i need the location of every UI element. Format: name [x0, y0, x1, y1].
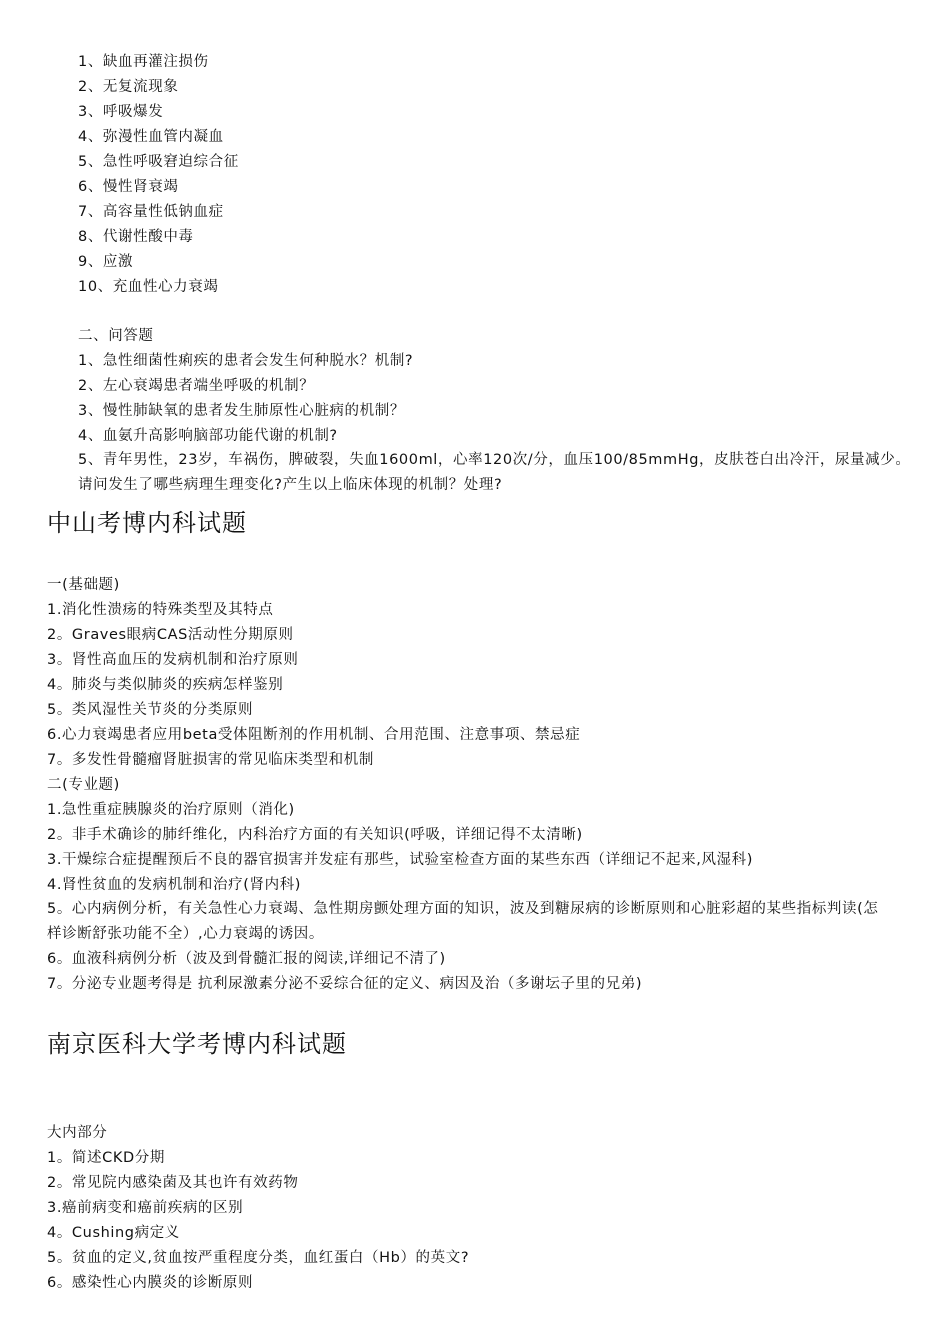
nanjing-item: 6。感染性心内膜炎的诊断原则 — [47, 1275, 254, 1291]
nanjing-item: 1。简述CKD分期 — [47, 1150, 165, 1166]
pro-label: 二(专业题) — [47, 777, 120, 793]
term-item: 1、缺血再灌注损伤 — [78, 54, 209, 70]
basic-item: 2。Graves眼病CAS活动性分期原则 — [47, 627, 294, 643]
term-item: 8、代谢性酸中毒 — [78, 229, 194, 245]
nanjing-title: 南京医科大学考博内科试题 — [47, 1030, 347, 1058]
basic-item: 6.心力衰竭患者应用beta受体阻断剂的作用机制、合用范围、注意事项、禁忌症 — [47, 727, 581, 743]
nanjing-item: 5。贫血的定义,贫血按严重程度分类，血红蛋白（Hb）的英文? — [47, 1250, 470, 1266]
part-label: 大内部分 — [47, 1125, 108, 1141]
pro-item: 6。血液科病例分析（波及到骨髓汇报的阅读,详细记不清了) — [47, 951, 446, 967]
basic-label: 一(基础题) — [47, 577, 120, 593]
term-item: 9、应激 — [78, 254, 134, 270]
basic-item: 4。肺炎与类似肺炎的疾病怎样鉴别 — [47, 677, 284, 693]
qa-section-title: 二、问答题 — [78, 328, 154, 344]
term-item: 10、充血性心力衰竭 — [78, 279, 219, 295]
pro-item: 7。分泌专业题考得是 抗利尿激素分泌不妥综合征的定义、病因及治（多谢坛子里的兄弟) — [47, 976, 643, 992]
qa-item: 5、青年男性，23岁，车祸伤，脾破裂，失血1600ml，心率120次/分，血压100/85mmHg，皮肤苍白出冷汗，尿量减少。请问发生了哪些病理生理变化?产生以上临床体现的机制？处理? — [78, 452, 911, 493]
qa-item: 1、急性细菌性痢疾的患者会发生何种脱水？机制? — [78, 353, 414, 369]
nanjing-item: 2。常见院内感染菌及其也许有效药物 — [47, 1175, 299, 1191]
pro-item: 3.干燥综合症提醒预后不良的器官损害并发症有那些，试验室检查方面的某些东西（详细记不起来,风湿科) — [47, 852, 753, 868]
basic-item: 3。肾性高血压的发病机制和治疗原则 — [47, 652, 299, 668]
term-item: 5、急性呼吸窘迫综合征 — [78, 154, 239, 170]
basic-item: 1.消化性溃疡的特殊类型及其特点 — [47, 602, 274, 618]
term-item: 4、弥漫性血管内凝血 — [78, 129, 224, 145]
term-item: 3、呼吸爆发 — [78, 104, 164, 120]
term-item: 2、无复流现象 — [78, 79, 179, 95]
nanjing-item: 4。Cushing病定义 — [47, 1225, 180, 1241]
nanjing-item: 3.癌前病变和癌前疾病的区别 — [47, 1200, 244, 1216]
pro-item: 4.肾性贫血的发病机制和治疗(肾内科) — [47, 877, 302, 893]
zhongshan-title: 中山考博内科试题 — [47, 509, 247, 537]
basic-item: 7。多发性骨髓瘤肾脏损害的常见临床类型和机制 — [47, 752, 374, 768]
qa-item: 3、慢性肺缺氧的患者发生肺原性心脏病的机制？ — [78, 403, 405, 419]
qa-item: 4、血氨升高影响脑部功能代谢的机制? — [78, 428, 338, 444]
pro-item: 2。非手术确诊的肺纤维化，内科治疗方面的有关知识(呼吸，详细记得不太清晰) — [47, 827, 583, 843]
term-item: 6、慢性肾衰竭 — [78, 179, 179, 195]
pro-item: 5。心内病例分析，有关急性心力衰竭、急性期房颤处理方面的知识，波及到糖尿病的诊断原则和心脏彩超的某些指标判读(怎样诊断舒张功能不全）,心力衰竭的诱因。 — [47, 901, 879, 942]
pro-item: 1.急性重症胰腺炎的治疗原则（消化) — [47, 802, 295, 818]
basic-item: 5。类风湿性关节炎的分类原则 — [47, 702, 254, 718]
qa-item: 2、左心衰竭患者端坐呼吸的机制？ — [78, 378, 315, 394]
term-item: 7、高容量性低钠血症 — [78, 204, 224, 220]
